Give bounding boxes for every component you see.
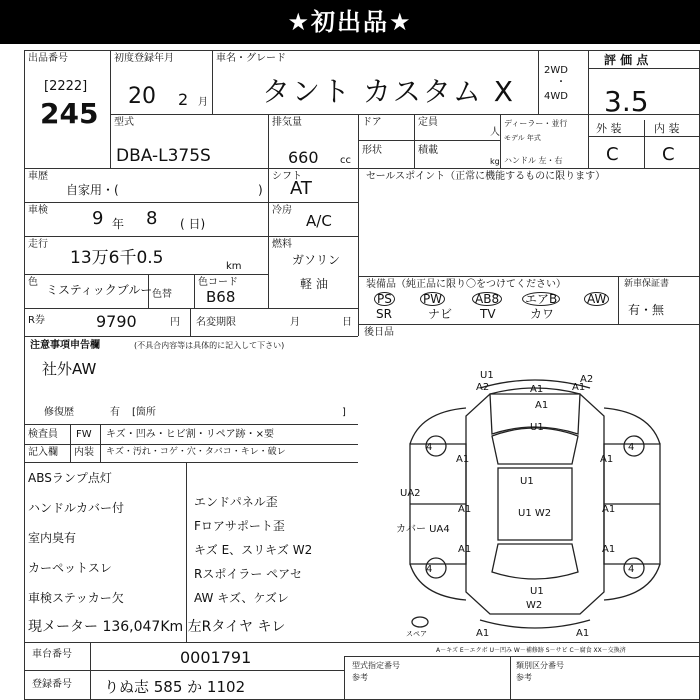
repair-close: ] [342,407,346,418]
damage-mark: 4 [426,564,433,575]
damage-mark: A1 [602,504,616,515]
name-change-day: 日 [342,317,352,328]
repair-places: [箇所 [132,407,156,418]
shift-label: シフト [272,171,302,182]
remark-line: 車検ステッカー欠 [28,591,124,605]
name-change-month: 月 [290,317,300,328]
equipment-item: エアB [522,292,560,306]
cc-unit: cc [340,155,351,166]
equipment-item: AB8 [472,292,502,306]
first-reg-month: 2 [178,90,189,109]
color-label: 色 [28,277,38,288]
eval-score: 3.5 [604,85,649,118]
eval-label: 評 価 点 [604,53,649,67]
equipment-title: 装備品（純正品に限り〇をつけてください） [366,279,566,290]
ac-label: 冷房 [272,205,292,216]
remark-line: Rスポイラー ペアセ [194,567,303,581]
fuel-light-oil: 軽 油 [300,277,328,291]
drive-2wd: 2WD [544,65,568,76]
first-reg-label: 初度登録年月 [114,53,174,64]
model-specify-ref: 参考 [352,673,368,682]
recorder-label: 記入欄 [28,447,58,458]
exterior-label: 外 装 [596,122,622,135]
first-reg-year: 20 [128,84,156,109]
fuel-value: ガソリン [292,253,341,267]
capacity-label: 定員 [418,117,438,128]
lot-label: 出品番号 [28,53,68,64]
inspection-year: 9 [92,208,104,229]
category-ref: 参考 [516,673,532,682]
car-name-label: 車名・グレード [216,53,286,64]
damage-mark: カバー UA4 [396,524,450,535]
equipment-item: SR [376,307,392,321]
name-change-label: 名変期限 [196,317,236,328]
drive-4wd: 4WD [544,91,568,102]
damage-mark: A1 [476,628,490,639]
model-label: 型式 [114,117,134,128]
color-repaint-label: 色替 [152,289,172,300]
mileage-label: 走行 [28,239,48,250]
fw-label: FW [76,429,92,440]
damage-mark: A1 [456,454,470,465]
remark-line: ハンドルカバー付 [28,501,125,515]
yen-unit: 円 [170,317,180,328]
remark-line: 室内臭有 [28,531,77,545]
damage-mark: UA2 [400,488,421,499]
inspection-label: 車検 [28,205,48,216]
mileage-note: 現メーター 136,047Km 左Rタイヤ キレ [28,619,286,635]
damage-mark: A1 [602,544,616,555]
notes-label: 注意事項申告欄 [30,340,100,351]
interior-row-label: 内装 [74,447,94,458]
notes-value: 社外AW [42,360,97,378]
damage-mark: A1 [572,382,586,393]
plate-label: 登録番号 [32,679,72,690]
fuel-label: 燃料 [272,239,292,250]
damage-mark: W2 [526,600,543,611]
usage-label: 車歴 [28,171,48,182]
damage-mark: A1 [530,384,544,395]
model-specify-label: 型式指定番号 [352,661,400,670]
damage-mark: U1 [530,422,544,433]
equipment-item: カワ [530,307,555,321]
damage-mark: 4 [426,442,433,453]
sales-title: セールスポイント（正常に機能するものに限ります） [366,171,606,182]
color-code-label: 色コード [198,277,238,288]
usage-paren-close: ) [258,183,263,197]
category-label: 類別区分番号 [516,661,564,670]
inspector-label: 検査員 [28,429,58,440]
remark-line: Fロアサポート歪 [194,519,285,533]
inspection-month: 8 [146,208,158,229]
displacement-value: 660 [288,148,319,167]
damage-mark: A1 [458,544,472,555]
interior-grade: C [662,144,675,165]
damage-mark: 4 [628,442,635,453]
rear-seat-label: 後日品 [364,327,394,338]
car-diagram [380,364,690,644]
damage-mark: A1 [458,504,472,515]
kg-unit: kg [490,157,500,166]
damage-mark: U1 [480,370,494,381]
interior-label: 内 装 [654,122,680,135]
exterior-grade: C [606,144,619,165]
car-name: タント カスタム X [262,75,515,108]
damage-mark: U1 [530,586,544,597]
lot-number: 245 [40,97,99,130]
drive-dot: ・ [556,77,566,88]
equipment-item: PW [420,292,445,306]
remark-line: キズ E、スリキズ W2 [194,543,313,557]
interior-codes: キズ・汚れ・コゲ・穴・タバコ・キレ・破レ [106,447,286,457]
dealer-label: ディーラー・並行 [504,119,568,128]
person-unit: 人 [490,127,500,138]
load-label: 積載 [418,145,438,156]
recycle-label: R券 [28,315,45,326]
plate-value: りぬ志 585 か 1102 [104,678,246,696]
equipment-item: TV [480,307,496,321]
displacement-label: 排気量 [272,117,302,128]
damage-mark: U1 W2 [518,508,552,519]
equipment-item: PS [374,292,395,306]
spare-label: スペア [406,630,427,638]
door-label: ドア [362,117,382,128]
damage-mark: A1 [535,400,549,411]
equipment-item: AW [584,292,609,306]
chassis-value: 0001791 [180,648,252,667]
usage-value: 自家用・( [66,183,119,197]
exterior-codes: キズ・凹み・ヒビ割・リペア跡・×要 [106,429,274,440]
km-unit: km [226,261,242,272]
remark-line: AW キズ、ケズレ [194,591,289,605]
warranty-value: 有・無 [628,303,665,317]
mileage-value: 13万6千0.5 [70,248,164,268]
chassis-label: 車台番号 [32,649,72,660]
notes-hint: (不具合内容等は具体的に記入して下さい) [134,341,285,350]
repair-value: 有 [110,407,120,418]
damage-mark: 4 [628,564,635,575]
handle-label: ハンドル 左・右 [504,156,563,165]
month-unit: 月 [198,97,208,108]
model-year-label: モデル 年式 [504,134,541,142]
model-value: DBA-L375S [116,146,211,166]
repair-label: 修復歴 [44,407,74,418]
color-code-value: B68 [206,288,236,306]
damage-mark: A2 [476,382,490,393]
warranty-label: 新車保証書 [624,279,670,289]
damage-mark: A1 [576,628,590,639]
recycle-value: 9790 [96,312,137,331]
damage-mark: A2 [580,374,594,385]
damage-mark: U1 [520,476,534,487]
remark-line: ABSランプ点灯 [28,471,112,485]
shift-value: AT [290,178,312,199]
lot-code: [2222] [44,79,88,94]
damage-legend: A－キズ E－エクボ U－凹み W－補修跡 S－サビ C－腐食 XX－交換済 [436,647,626,654]
inspection-day: ( 日) [180,217,206,231]
shape-label: 形状 [362,145,382,156]
color-value: ミスティックブルー [46,283,153,297]
equipment-item: ナビ [428,307,453,321]
ac-value: A/C [306,212,332,230]
damage-mark: A1 [600,454,614,465]
remark-line: カーペットスレ [28,561,112,575]
remark-line: エンドパネル歪 [194,495,278,509]
year-unit: 年 [112,217,125,231]
banner: ★初出品★ [0,0,700,44]
